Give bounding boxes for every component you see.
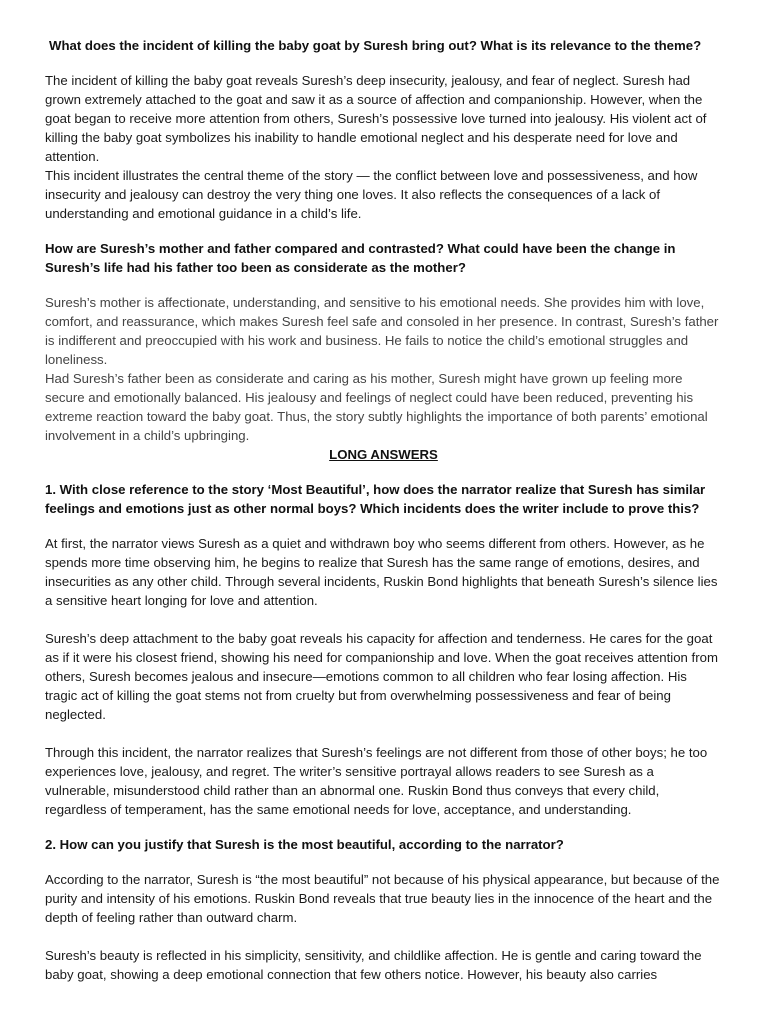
answer-goat-paragraph-1: The incident of killing the baby goat reveals Suresh’s deep insecurity, jealousy, and fear of neglect. Suresh had grown extremely attached to the goat and saw it as a source of affection and companionship. However, when the goat began to receive more attention from others, Suresh’s possessive love turned into jealousy. His violent act of killing the baby goat symbolizes his inability to handle emotional neglect and his desperate need for love and attention.: [45, 73, 707, 164]
answer-1-paragraph-1: At first, the narrator views Suresh as a quiet and withdrawn boy who seems different from others. However, as he spends more time observing him, he begins to realize that Suresh has the same range of emotions, desires, and insecurities as any other child. Through several incidents, Ruskin Bond highlights that beneath Suresh’s silence lies a sensitive heart longing for love and attention.: [45, 536, 718, 608]
answer-goat-paragraph-2: This incident illustrates the central theme of the story — the conflict between love and possessiveness, and how insecurity and jealousy can destroy the very thing one loves. It also reflects the consequences of a lack of understanding and emotional guidance in a child’s life.: [45, 168, 698, 221]
question-goat-incident: What does the incident of killing the baby goat by Suresh bring out? What is its relevance to the theme?: [49, 38, 702, 53]
long-answers-heading: LONG ANSWERS: [329, 447, 438, 462]
question-1: 1. With close reference to the story ‘Most Beautiful’, how does the narrator realize that Suresh has similar feelings and emotions just as other normal boys? Which incidents does the writer include to prove this?: [45, 482, 706, 516]
answer-2-paragraph-1: According to the narrator, Suresh is “the most beautiful” not because of his physical appearance, but because of the purity and intensity of his emotions. Ruskin Bond reveals that true beauty lies in the innocence of the heart and the depth of feeling rather than outward charm.: [45, 872, 720, 925]
answer-2-paragraph-2: Suresh’s beauty is reflected in his simplicity, sensitivity, and childlike affection. He is gentle and caring toward the baby goat, showing a deep emotional connection that few others notice. However, his beauty also carries: [45, 948, 702, 982]
answer-parents-paragraph-2: Had Suresh’s father been as considerate and caring as his mother, Suresh might have grown up feeling more secure and emotionally balanced. His jealousy and feelings of neglect could have been reduced, preventing his extreme reaction toward the baby goat. Thus, the story subtly highlights the importance of both parents’ emotional involvement in a child’s upbringing.: [45, 371, 708, 443]
answer-1-paragraph-3: Through this incident, the narrator realizes that Suresh’s feelings are not different from those of other boys; he too experiences love, jealousy, and regret. The writer’s sensitive portrayal allows readers to see Suresh as a vulnerable, misunderstood child rather than an abnormal one. Ruskin Bond thus conveys that every child, regardless of temperament, has the same emotional needs for love, acceptance, and understanding.: [45, 745, 708, 817]
question-2: 2. How can you justify that Suresh is the most beautiful, according to the narrator?: [45, 837, 564, 852]
question-parents: How are Suresh’s mother and father compared and contrasted? What could have been the change in Suresh’s life had his father too been as considerate as the mother?: [45, 241, 676, 275]
answer-parents-paragraph-1: Suresh’s mother is affectionate, understanding, and sensitive to his emotional needs. She provides him with love, comfort, and reassurance, which makes Suresh feel safe and consoled in her presence. In contrast, Suresh’s father is indifferent and preoccupied with his work and business. He fails to notice the child’s emotional struggles and loneliness.: [45, 295, 719, 367]
answer-1-paragraph-2: Suresh’s deep attachment to the baby goat reveals his capacity for affection and tenderness. He cares for the goat as if it were his closest friend, showing his need for companionship and love. When the goat receives attention from others, Suresh becomes jealous and insecure—emotions common to all children who fear losing affection. His tragic act of killing the goat stems not from cruelty but from overwhelming possessiveness and fear of being neglected.: [45, 631, 718, 722]
